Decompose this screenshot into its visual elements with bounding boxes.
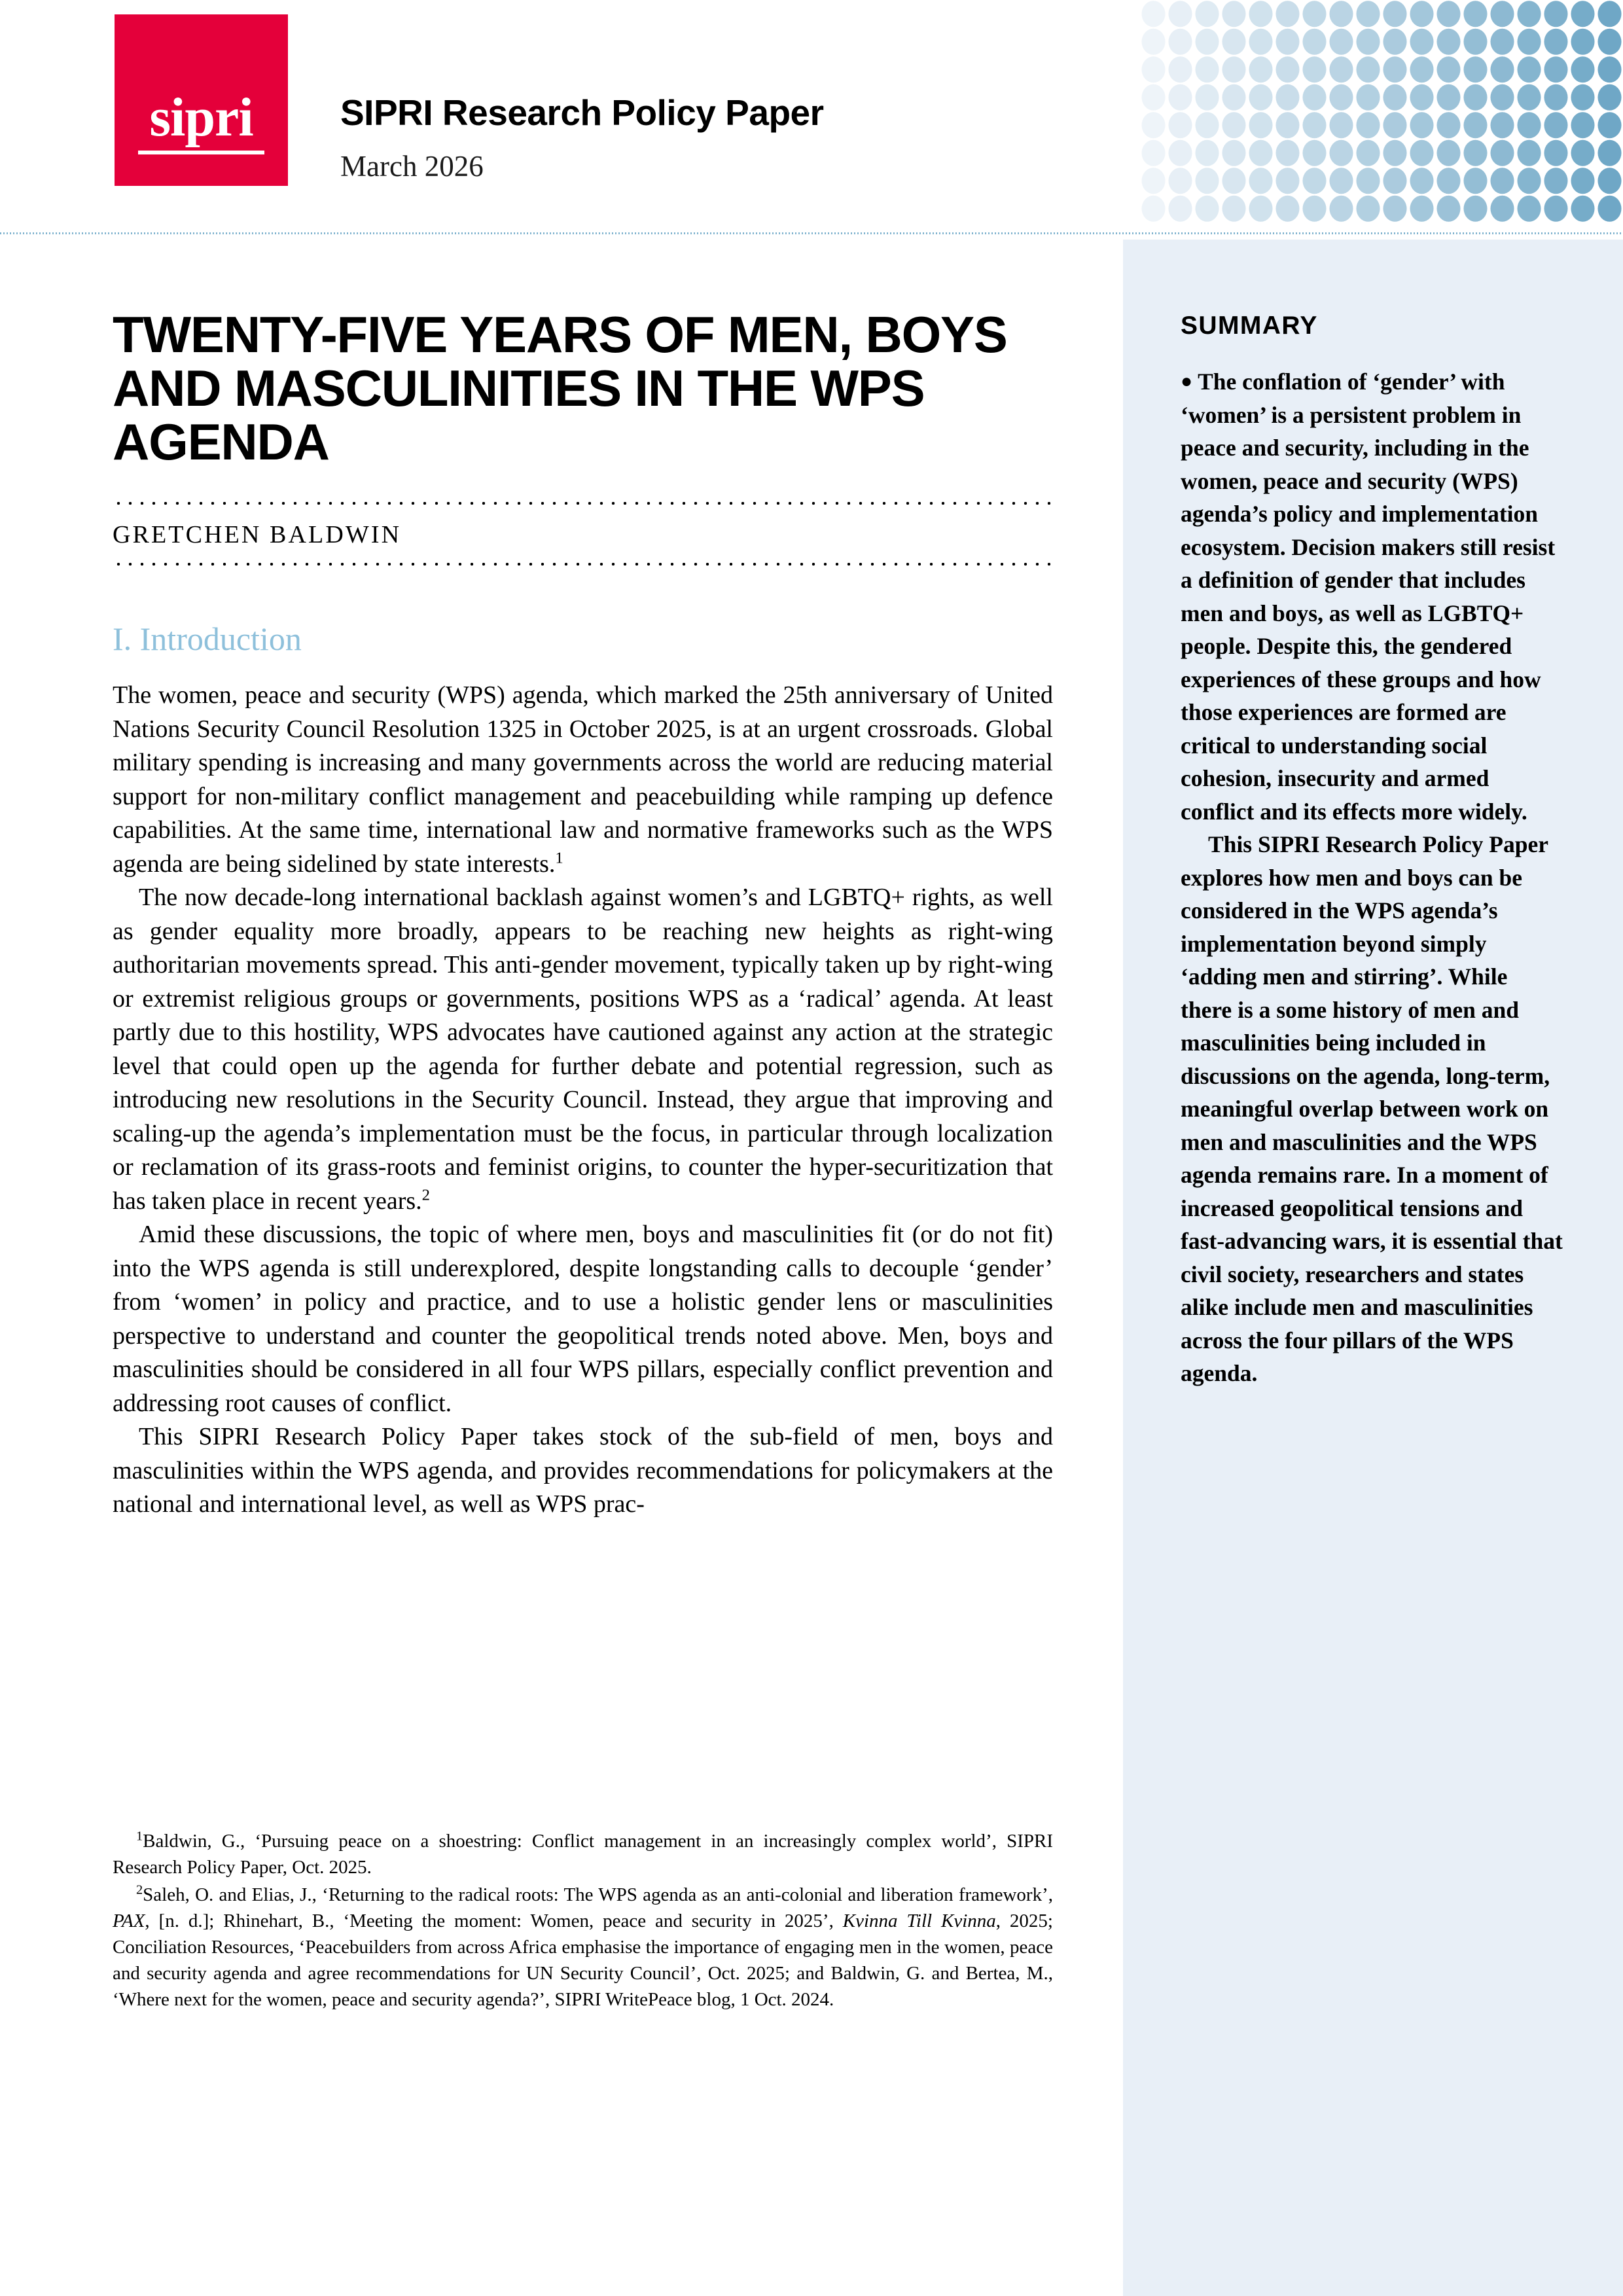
summary-sidebar (1123, 240, 1623, 2296)
footnote-source-title: Kvinna Till Kvinna (842, 1910, 996, 1931)
footnote-text: Baldwin, G., ‘Pursuing peace on a shoestring: Conflict management in an increasingly complex world’, SIPRI Research Policy Paper, Oct. 2025. (113, 1831, 1053, 1878)
page-title: TWENTY-FIVE YEARS OF MEN, BOYS AND MASCULINITIES IN THE WPS AGENDA (113, 306, 1007, 471)
footnote-item (113, 1828, 1053, 1880)
body-paragraph-text: The women, peace and security (WPS) agenda, which marked the 25th anniversary of United Nations Security Council Resolution 1325 in October 2025, is at an urgent crossroads. Global military spending is increasing and many governments across the world are reducing material support for non-military conflict management and peacebuilding while ramping up defence capabilities. At the same time, international law and normative frameworks such as the WPS agenda are being sidelined by state interests. (113, 681, 1053, 878)
author-rule-top (113, 501, 1053, 506)
footnotes-section (113, 1828, 1053, 2014)
series-title: SIPRI Research Policy Paper (340, 92, 824, 133)
sipri-logo (115, 14, 288, 186)
body-paragraph (113, 881, 1053, 1218)
body-paragraph: This SIPRI Research Policy Paper takes stock of the sub-field of men, boys and masculinities within the WPS agenda, and provides recommendations for policymakers at the national and international level, as well as WPS prac- (113, 1423, 1053, 1518)
footnote-item (113, 1882, 1053, 2013)
footnote-marker: 2 (136, 1882, 143, 1897)
footnote-text: Saleh, O. and Elias, J., ‘Returning to the radical roots: The WPS agenda as an anti-colonial and liberation framework’, (143, 1884, 1053, 1905)
bullet-icon: ● (1181, 370, 1193, 392)
header-divider-rule (0, 232, 1623, 234)
author-name: GRETCHEN BALDWIN (113, 521, 402, 548)
footnote-reference-1[interactable]: 1 (555, 848, 563, 867)
page-header (0, 0, 1623, 234)
sipri-logo-wordmark: sipri (149, 87, 253, 148)
footnote-text: , [n. d.]; Rhinehart, B., ‘Meeting the moment: Women, peace and security in 2025’, (145, 1910, 843, 1931)
footnote-text: , 2025; Conciliation Resources, ‘Peacebuilders from across Africa emphasise the importance of engaging men in the women, peace and security agenda and agree recommendations for UN Security Council’, Oct. 2025; and Baldwin, G. and Bertea, M., ‘Where next for the women, peace and security agenda?’, SIPRI WritePeace blog, 1 Oct. 2024. (113, 1910, 1053, 2010)
body-paragraph: Amid these discussions, the topic of where men, boys and masculinities fit (or do not fit) into the WPS agenda is still underexplored, despite longstanding calls to decouple ‘gender’ from ‘women’ in policy and practice, and to use a holistic gender lens or masculinities perspective to understand and counter the geopolitical trends noted above. Men, boys and masculinities should be considered in all four WPS pillars, especially conflict prevention and addressing root causes of conflict. (113, 1221, 1053, 1417)
footnote-source-title: PAX (113, 1910, 145, 1931)
summary-heading: SUMMARY (1181, 312, 1318, 340)
main-content (113, 308, 1053, 1522)
summary-paragraph (1181, 365, 1564, 828)
section-heading: I. Introduction (113, 620, 302, 657)
summary-paragraph: This SIPRI Research Policy Paper explores how men and boys can be considered in the WPS agenda’s implementation beyond simply ‘adding men and stirring’. While there is a some history of men and masculinities being included in discussions on the agenda, long-term, meaningful overlap between work on men and masculinities and the WPS agenda remains rare. In a moment of increased geopolitical tensions and fast-advancing wars, it is essential that civil society, researchers and states alike include men and masculinities across the four pillars of the WPS agenda. (1181, 831, 1563, 1386)
summary-paragraph-text: The conflation of ‘gender’ with ‘women’ is a persistent problem in peace and security, including in the women, peace and security (WPS) agenda’s policy and implementation ecosystem. Decision makers still resist a definition of gender that includes men and boys, as well as LGBTQ+ people. Despite this, the gendered experiences of these groups and how those experiences are formed are critical to understanding social cohesion, insecurity and armed conflict and its effects more widely. (1181, 368, 1556, 825)
body-paragraph-text: The now decade-long international backlash against women’s and LGBTQ+ rights, as well as gender equality more broadly, appears to be reaching new heights as right-wing authoritarian movements spread. This anti-gender movement, typically taken up by right-wing or extremist religious groups or governments, positions WPS as a ‘radical’ agenda. At least partly due to this hostility, WPS advocates have cautioned against any action at the strategic level that could open up the agenda for further debate and potential regression, such as introducing new resolutions in the Security Council. Instead, they argue that improving and scaling-up the agenda’s implementation must be the focus, in particular through localization or reclamation of its grass-roots and feminist origins, to counter the hyper-securitization that has taken place in recent years. (113, 884, 1053, 1215)
decorative-dot-grid (1140, 0, 1623, 223)
author-rule-bottom (113, 562, 1053, 567)
publication-date: March 2026 (340, 150, 484, 183)
footnote-reference-2[interactable]: 2 (421, 1185, 430, 1204)
footnote-marker: 1 (136, 1829, 143, 1844)
sipri-logo-underline (138, 151, 264, 154)
body-paragraph (113, 679, 1053, 881)
